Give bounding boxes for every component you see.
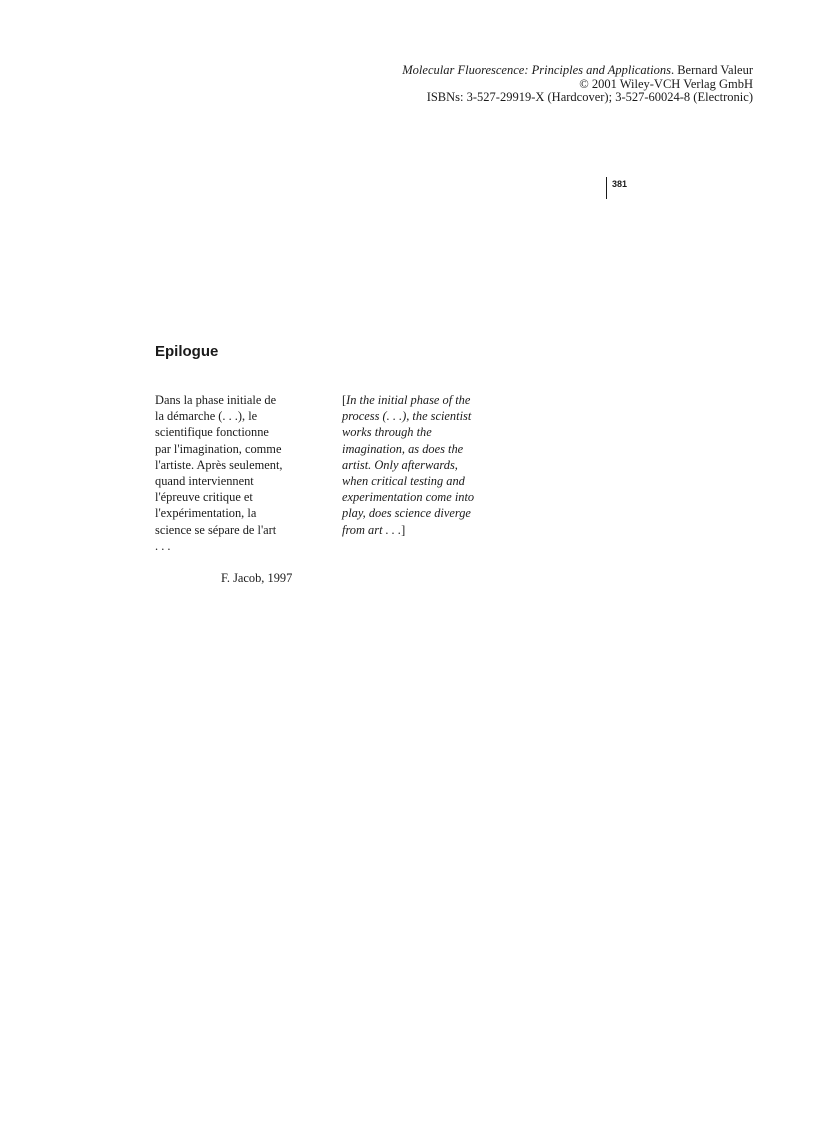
quote-english-line: imagination, as does the: [342, 441, 464, 456]
quote-french: [155, 392, 282, 554]
quote-english-line: [342, 392, 474, 408]
isbn-line: ISBNs: 3-527-29919-X (Hardcover); 3-527-60024-8 (Electronic): [426, 90, 753, 104]
title-separator: .: [670, 63, 675, 77]
book-title: Molecular Fluorescence: Principles and Applications: [402, 63, 671, 77]
quote-english-line: [342, 522, 474, 538]
quote-english-line: play, does science diverge: [342, 506, 471, 521]
quote-attribution: F. Jacob, 1997: [221, 571, 293, 585]
running-header: [402, 64, 753, 105]
quote-english-line: experimentation come into: [342, 490, 475, 505]
quote-french-line: l'épreuve critique et: [155, 490, 253, 505]
quote-english-line: artist. Only afterwards,: [342, 457, 458, 472]
quote-french-line: science se sépare de l'art: [155, 522, 277, 537]
quote-english-line: process (. . .), the scientist: [342, 409, 472, 424]
quote-french-line: quand interviennent: [155, 474, 254, 489]
quote-french-line: la démarche (. . .), le: [155, 409, 258, 424]
open-bracket: [: [342, 393, 347, 407]
quote-english-line: when critical testing and: [342, 474, 465, 489]
quote-french-line: Dans la phase initiale de: [155, 393, 277, 407]
quote-english-line-text: from art . . .: [342, 522, 402, 537]
chapter-title: Epilogue: [155, 343, 219, 360]
quote-french-line: l'artiste. Après seulement,: [155, 457, 283, 472]
header-citation-line: [402, 64, 753, 78]
book-author: Bernard Valeur: [674, 63, 753, 77]
page-number: 381: [612, 179, 628, 189]
quote-french-line: . . .: [155, 538, 171, 553]
close-bracket: ]: [401, 522, 406, 537]
quote-english-translation: [342, 392, 474, 538]
page-number-marker: [606, 177, 627, 199]
quote-french-line: par l'imagination, comme: [155, 441, 282, 456]
quote-french-line: scientifique fonctionne: [155, 425, 269, 440]
quote-french-line: l'expérimentation, la: [155, 506, 257, 521]
copyright-line: © 2001 Wiley-VCH Verlag GmbH: [579, 76, 753, 91]
quote-english-line-text: In the initial phase of the: [346, 393, 471, 407]
quote-english-line: works through the: [342, 425, 432, 440]
